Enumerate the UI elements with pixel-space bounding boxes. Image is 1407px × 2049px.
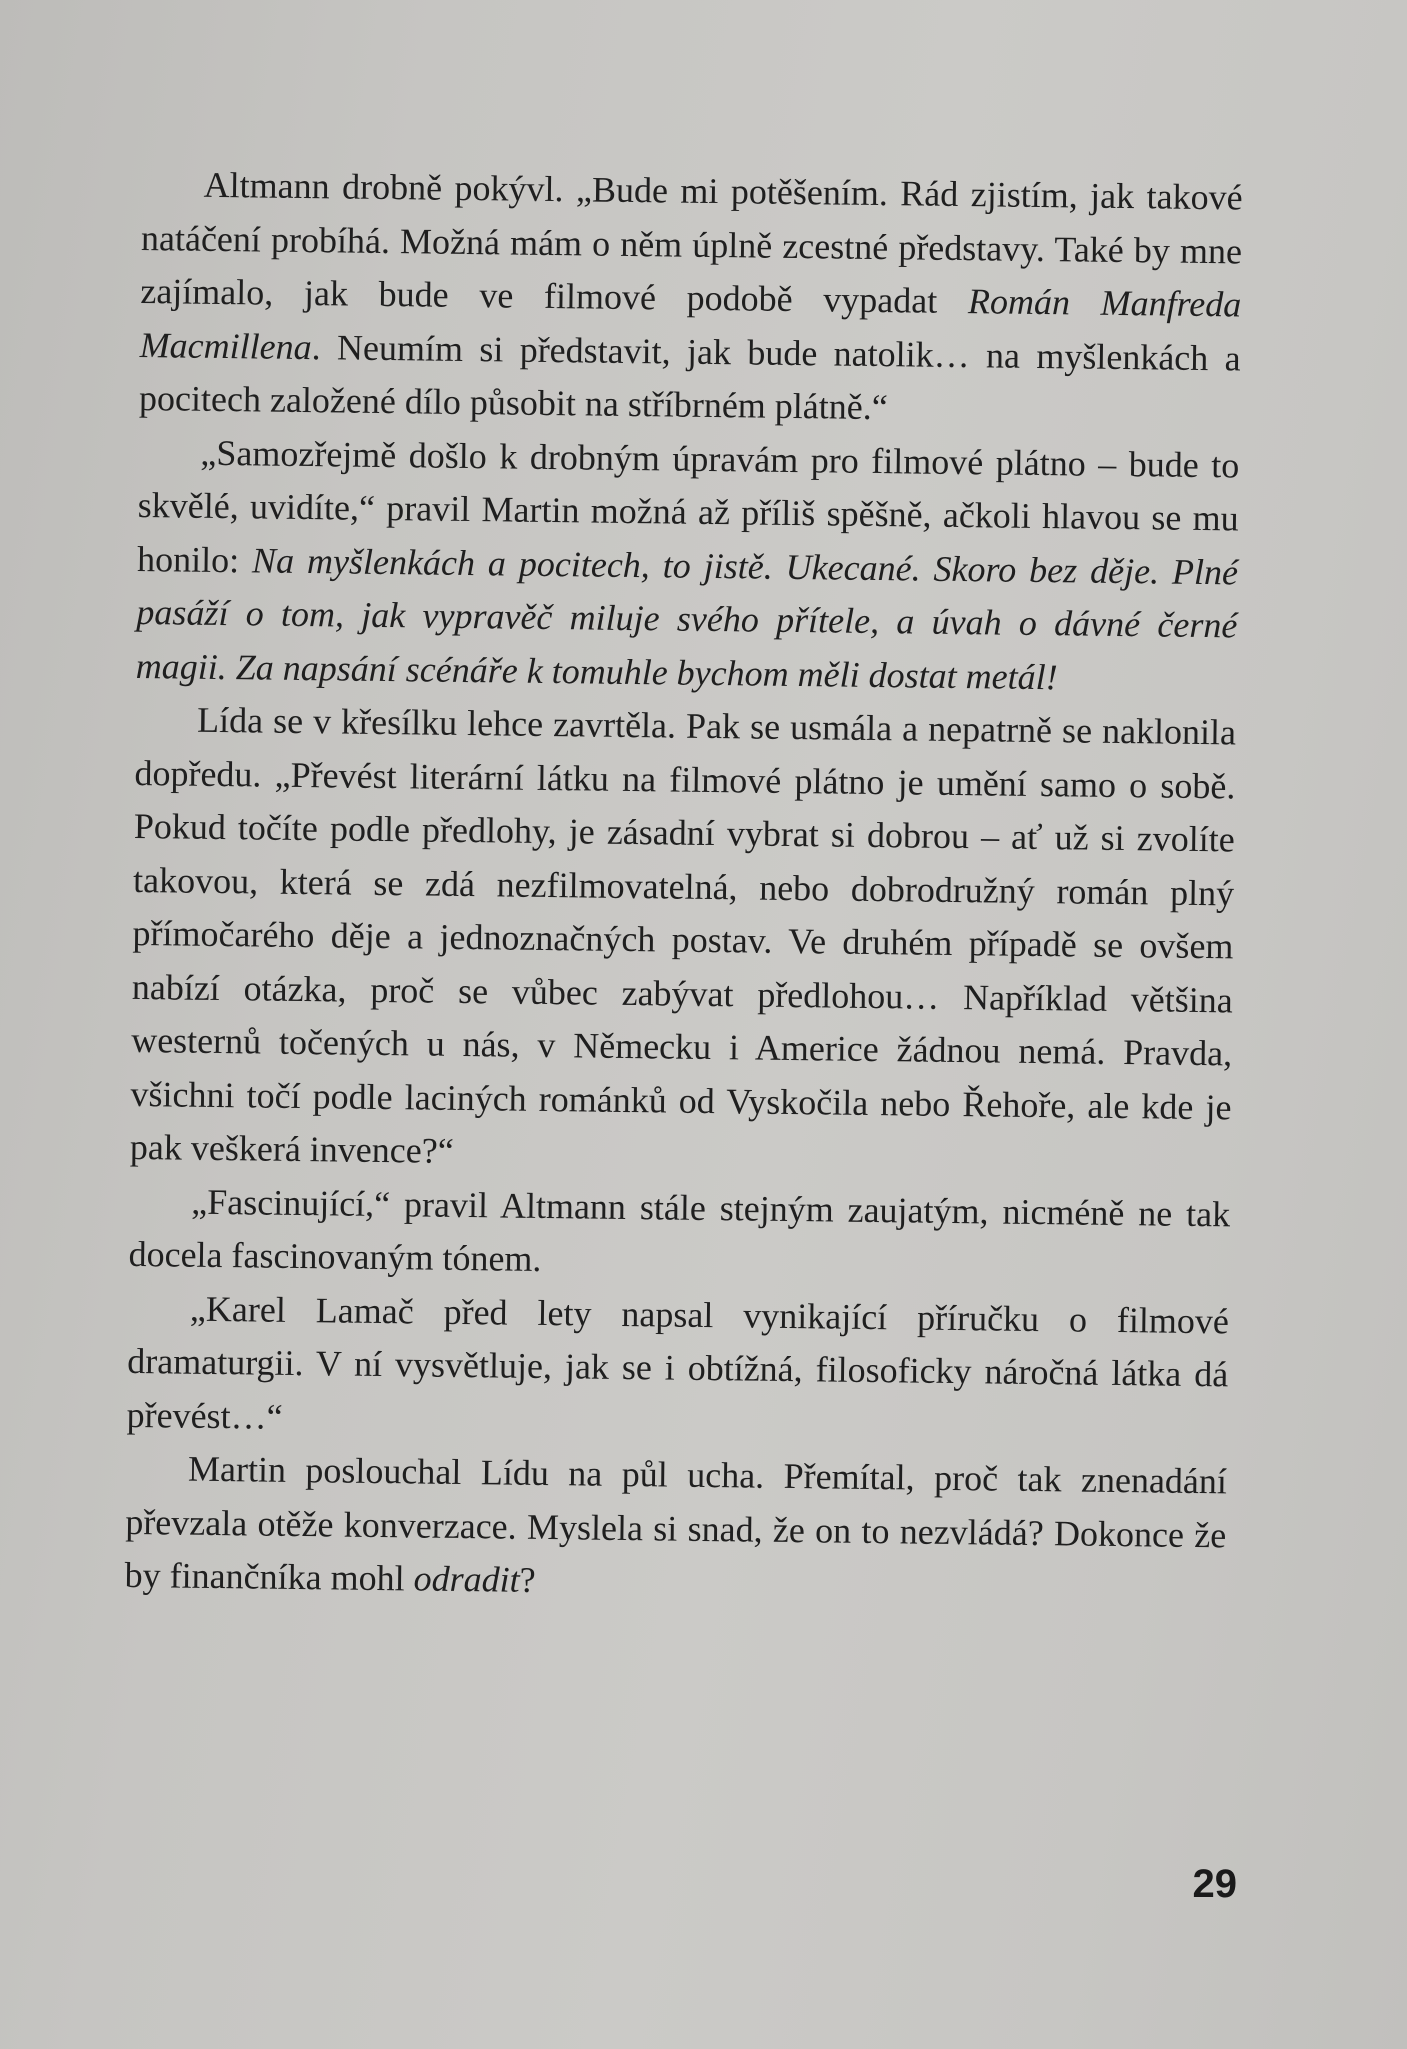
body-text	[124, 158, 1243, 1616]
page-number: 29	[1192, 1862, 1237, 1906]
paragraph: Altmann drobně pokývl. „Bude mi potěšením. Rád zjistím, jak takové natáčení probíhá. Možná mám o něm úplně zcestné představy. Také by mne zajímalo, jak bude ve filmové podobě vypadat Román Manfreda Macmillena. Neumím si představit, jak bude natolik… na myšlenkách a pocitech založené dílo působit na stříbrném plátně.“	[138, 164, 1243, 428]
paragraph: „Fascinující,“ pravil Altmann stále stejným zaujatým, nicméně ne tak docela fascinovaným tónem.	[128, 1181, 1231, 1279]
paragraph: „Karel Lamač před lety napsal vynikající příručku o filmové dramaturgii. V ní vysvětluje, jak se i obtížná, filosoficky náročná látka dá převést…“	[126, 1288, 1230, 1437]
paragraph: Martin poslouchal Lídu na půl ucha. Přemítal, proč tak znenadání převzala otěže konverzace. Myslela si snad, že on to nezvládá? Dokonce že by finančníka mohl odradit?	[124, 1448, 1228, 1600]
paragraph: Lída se v křesílku lehce zavrtěla. Pak se usmála a nepatrně se naklonila dopředu. „Převést literární látku na filmové plátno je umění samo o sobě. Pokud točíte podle předlohy, je zásadní vybrat si dobrou – ať už si zvolíte takovou, která se zdá nezfilmovatelná, nebo dobrodružný román plný přímočarého děje a jednoznačných postav. Ve druhém případě se ovšem nabízí otázka, proč se vůbec zabývat předlohou… Například většina westernů točených u nás, v Německu i Americe žádnou nemá. Pravda, všichni točí podle laciných románků od Vyskočila nebo Řehoře, ale kde je pak veškerá invence?“	[129, 699, 1237, 1171]
paragraph: „Samozřejmě došlo k drobným úpravám pro filmové plátno – bude to skvělé, uvidíte,“ pravil Martin možná až příliš spěšně, ačkoli hlavou se mu honilo: Na myšlenkách a pocitech, to jistě. Ukecané. Skoro bez děje. Plné pasáží o tom, jak vypravěč miluje svého přítele, a úvah o dávné černé magii. Za napsání scénáře k tomuhle bychom měli dostat metál!	[135, 432, 1240, 697]
